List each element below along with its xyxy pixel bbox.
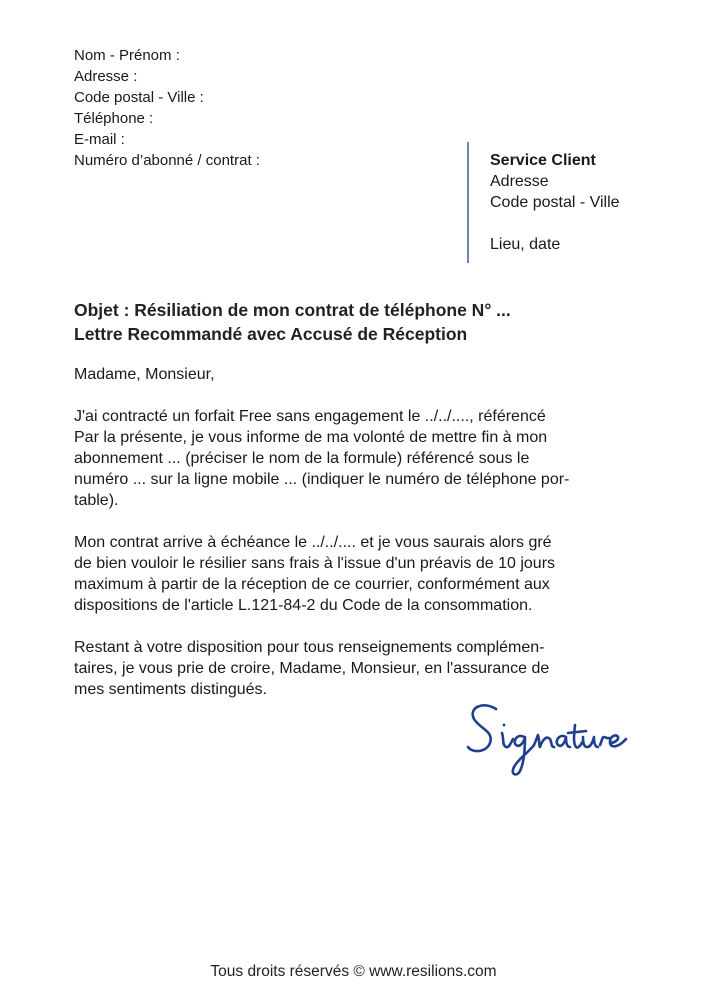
- recipient-divider: [467, 142, 469, 263]
- handwritten-signature: [462, 695, 642, 780]
- body-line: Par la présente, je vous informe de ma volonté de mettre fin à mon: [74, 429, 548, 446]
- sender-phone-line: Téléphone :: [74, 110, 154, 127]
- recipient-city: Code postal - Ville: [490, 194, 620, 211]
- body-line: numéro ... sur la ligne mobile ... (indiquer le numéro de téléphone por-: [74, 471, 570, 488]
- body-line: J'ai contracté un forfait Free sans engagement le ../../...., référencé: [74, 408, 546, 425]
- subject-line: Objet : Résiliation de mon contrat de téléphone N° ...: [74, 300, 511, 320]
- registered-mail-line: Lettre Recommandé avec Accusé de Réception: [74, 324, 468, 344]
- sender-email-line: E-mail :: [74, 131, 125, 148]
- recipient-block: [490, 150, 620, 255]
- greeting: Madame, Monsieur,: [74, 366, 215, 383]
- place-date: Lieu, date: [490, 236, 561, 253]
- body-line: Mon contrat arrive à échéance le ../../.... et je vous saurais alors gré: [74, 534, 552, 551]
- body-line: maximum à partir de la réception de ce courrier, conformément aux: [74, 576, 550, 593]
- recipient-spacer: [490, 213, 620, 234]
- letter-body: [74, 364, 634, 721]
- footer-copyright: Tous droits réservés © www.resilions.com: [210, 963, 497, 980]
- body-line: de bien vouloir le résilier sans frais à l'issue d'un préavis de 10 jours: [74, 555, 556, 572]
- sender-name-line: Nom - Prénom :: [74, 47, 180, 64]
- body-line: dispositions de l'article L.121-84-2 du Code de la consommation.: [74, 597, 533, 614]
- body-line: table).: [74, 492, 119, 509]
- body-line: Restant à votre disposition pour tous renseignements complémen-: [74, 639, 545, 656]
- sender-address-line: Adresse :: [74, 68, 138, 85]
- sender-block: [74, 45, 260, 171]
- body-line: taires, je vous prie de croire, Madame, Monsieur, en l'assurance de: [74, 660, 550, 677]
- body-line: mes sentiments distingués.: [74, 681, 267, 698]
- paragraph-closing: [74, 637, 634, 700]
- sender-city-line: Code postal - Ville :: [74, 89, 204, 106]
- subject-block: [74, 298, 511, 346]
- paragraph-contract: [74, 406, 634, 511]
- recipient-name: Service Client: [490, 152, 596, 169]
- paragraph-expiry: [74, 532, 634, 616]
- sender-contract-line: Numéro d’abonné / contrat :: [74, 152, 260, 169]
- body-line: abonnement ... (préciser le nom de la formule) référencé sous le: [74, 450, 530, 467]
- recipient-address: Adresse: [490, 173, 549, 190]
